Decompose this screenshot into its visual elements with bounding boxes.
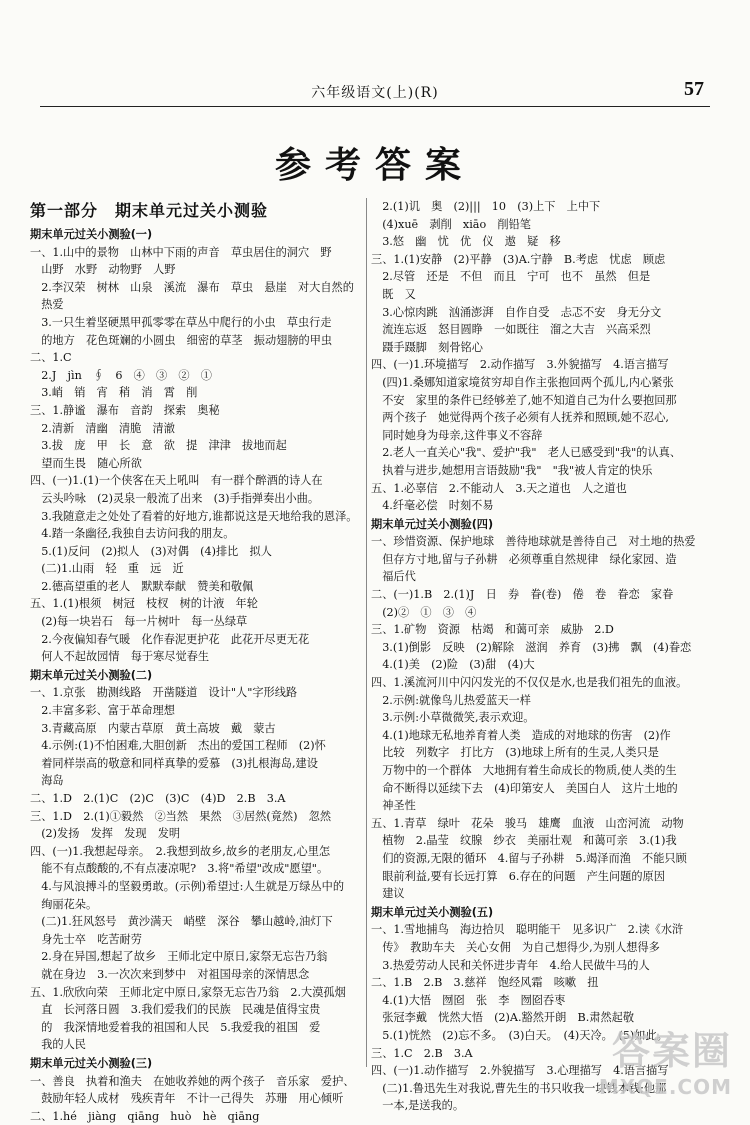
- answer-line: 四、(一)1.动作描写 2.外貌描写 3.心理描写 4.语言描写: [371, 1064, 669, 1078]
- answer-line: 四、(一)1.环境描写 2.动作描写 3.外貌描写 4.语言描写: [371, 358, 669, 372]
- answer-line: 4.(1)地球无私地养育着人类 造成的对地球的伤害 (2)作: [371, 728, 671, 742]
- section-heading: 期末单元过关小测验(五): [371, 905, 494, 919]
- answer-line: 张冠李戴 恍然大悟 (2)A.豁然开朗 B.肃然起敬: [371, 1011, 635, 1025]
- answer-line: 一本,是送我的。: [371, 1099, 465, 1113]
- column-divider: [366, 198, 367, 1067]
- answer-line: 4.(1)大悟 囫囵 张 李 囫囵吞枣: [371, 993, 566, 1007]
- answer-line: 3.示例:小草微微笑,表示欢迎。: [371, 711, 535, 725]
- answer-line: (二)1.狂风怒号 黄沙满天 峭壁 深谷 攀山越岭,油灯下: [30, 915, 333, 929]
- section-heading: 期末单元过关小测验(一): [30, 228, 153, 241]
- answer-line: 三、1.C 2.B 3.A: [371, 1046, 473, 1060]
- answer-line: (2)② ① ③ ④: [371, 605, 477, 619]
- answer-line: 3.青藏高原 内蒙古草原 黄土高坡 戴 蒙古: [30, 721, 276, 735]
- left-answer-lines: [30, 226, 366, 1125]
- answer-line: 一、善良 执着和渔夫 在她收养她的两个孩子 音乐家 爱护、: [30, 1074, 355, 1088]
- answer-line: 二、1.D 2.(1)C (2)C (3)C (4)D 2.B 3.A: [30, 792, 286, 805]
- watermark-url: MXQE.COM: [598, 1075, 732, 1099]
- answer-line: (四)1.桑娜知道家境贫穷却自作主张抱回两个孤儿,内心紧张: [371, 375, 674, 389]
- answer-line: 三、1.(1)安静 (2)平静 (3)A.宁静 B.考虑 忧虑 顾虑: [371, 252, 666, 266]
- answer-line: 五、1.青草 绿叶 花朵 骏马 雄鹰 血液 山峦河流 动物: [371, 816, 684, 830]
- answer-line: 植物 2.晶莹 纹腺 纱衣 美丽壮观 和蔼可亲 3.(1)我: [371, 834, 677, 848]
- answer-line: 3.拔 庞 甲 长 意 欲 提 津津 拔地而起: [30, 439, 287, 453]
- main-title: 参考答案: [274, 145, 475, 186]
- answer-line: 就在身边 3.一次次来到梦中 对祖国母亲的深情思念: [30, 967, 310, 981]
- answer-line: 三、1.D 2.(1)①毅然 ②当然 果然 ③居然(竟然) 忽然: [30, 809, 332, 823]
- answer-line: 2.尽管 还是 不但 而且 宁可 也不 虽然 但是: [371, 270, 651, 284]
- answer-line: 的地方 花色斑斓的小圆虫 细密的草茎 振动翅膀的甲虫: [30, 333, 333, 347]
- answer-line: 3.心惊肉跳 汹涌澎湃 自作自受 忐忑不安 身无分文: [371, 305, 662, 319]
- answer-line: 三、1.矿物 资源 枯竭 和蔼可亲 威胁 2.D: [371, 623, 614, 637]
- answer-line: 5.(1)恍然 (2)忘不多。 (3)白天。 (4)天冷。 (5)如此。: [371, 1028, 668, 1042]
- answer-line: 传》 教助车夫 关心女佣 为自己想得少,为别人想得多: [371, 940, 660, 954]
- answer-line: 着同样崇高的敬意和同样真挚的爱慕 (3)扎根海岛,建设: [30, 756, 318, 770]
- watermark-logo: 答案圈: [611, 1029, 732, 1073]
- part-title: 第一部分 期末单元过关小测验: [30, 201, 269, 220]
- answer-line: 海岛: [30, 774, 64, 788]
- answer-line: 绚丽花朵。: [30, 897, 98, 911]
- answer-line: 身先士卒 吃苦耐劳: [30, 932, 142, 946]
- answer-line: 我的人民: [30, 1038, 86, 1052]
- answer-line: 鼓励年轻人成材 残疾青年 不计一己得失 苏珊 用心倾听: [30, 1092, 344, 1106]
- answer-line: 命不断得以延续下去 (4)印第安人 美国白人 这片土地的: [371, 781, 678, 795]
- section-heading: 期末单元过关小测验(四): [371, 517, 494, 531]
- answer-line: 4.示例:(1)不怕困难,大胆创新 杰出的爱国工程师 (2)怀: [30, 739, 326, 753]
- answer-line: 5.(1)反问 (2)拟人 (3)对偶 (4)排比 拟人: [30, 544, 272, 558]
- answer-line: (二)1.鲁迅先生对我说,曹先生的书只收我一块钱本钱;他那: [371, 1081, 667, 1095]
- answer-line: 3.(1)倒影 反映 (2)解除 滋润 养育 (3)拂 飘 (4)眷恋: [371, 640, 692, 654]
- answer-line: 二、(一)1.B 2.(1)J 日 券 眷(卷) 倦 卷 眷恋 家眷: [371, 588, 674, 602]
- answer-line: 何人不起故园情 每于寒尽觉春生: [30, 650, 210, 664]
- answer-line: 三、1.静谧 瀑布 音韵 探索 奥秘: [30, 403, 220, 417]
- answer-line: 一、1.山中的景物 山林中下雨的声音 草虫居住的洞穴 野: [30, 245, 332, 259]
- answer-line: 五、1.欣欣向荣 王师北定中原日,家祭无忘告乃翁 2.大漠孤烟: [30, 985, 346, 999]
- answer-line: 直 长河落日圆 3.我们爱我们的民族 民魂是值得宝贵: [30, 1003, 321, 1017]
- answer-line: (2)发扬 发挥 发现 发明: [30, 827, 181, 841]
- answer-line: 能不有点酸酸的,不有点凄凉呢? 3.将"希望"改成"愿望"。: [30, 862, 329, 876]
- answer-line: 执着与进步,她想用言语鼓励"我" "我"被人肯定的快乐: [371, 463, 653, 477]
- answer-line: 二、1.hé jiàng qiāng huò hè qiāng: [30, 1109, 260, 1123]
- answer-line: 一、1.京张 勘测线路 开凿隧道 设计"人"字形线路: [30, 686, 298, 700]
- watermark: [599, 1020, 732, 1099]
- answer-line: 蹑手蹑脚 刻骨铭心: [371, 340, 483, 354]
- section-heading: 期末单元过关小测验(二): [30, 668, 153, 682]
- answer-line: 2.德高望重的老人 默默奉献 赞美和敬佩: [30, 579, 254, 593]
- answer-line: 眼前利益,要有长远打算 6.存在的问题 产生问题的原因: [371, 869, 665, 883]
- answer-line: 2.老人一直关心"我"、爱护"我" 老人已感受到"我"的认真、: [371, 446, 682, 460]
- answer-line: 一、1.雪地捕鸟 海边拾贝 聪明能干 见多识广 2.读《水浒: [371, 923, 684, 937]
- answer-line: (二)1.山雨 轻 重 远 近: [30, 562, 184, 576]
- left-column: [30, 198, 366, 1123]
- answer-line: 3.一只生着坚硬黑甲孤零零在草丛中爬行的小虫 草虫行走: [30, 315, 332, 329]
- answer-line: 山野 水野 动物野 人野: [30, 263, 176, 277]
- answer-line: 两个孩子 她觉得两个孩子必须有人抚养和照顾,她不忍心,: [371, 411, 669, 425]
- answer-line: 神圣性: [371, 799, 416, 813]
- answer-line: 2.J jìn ∮ 6 ④ ③ ② ①: [30, 368, 212, 382]
- right-answer-lines: [371, 198, 721, 1115]
- answer-line: 一、珍惜资源、保护地球 善待地球就是善待自己 对土地的热爱: [371, 535, 696, 549]
- answer-line: 望而生畏 随心所欲: [30, 456, 142, 470]
- answer-line: 4.(1)美 (2)险 (3)甜 (4)大: [371, 658, 535, 672]
- answer-line: 2.身在异国,想起了故乡 王师北定中原日,家祭无忘告乃翁: [30, 950, 328, 964]
- header-title: 六年级语文(上)(R): [311, 85, 439, 101]
- answer-line: 2.李汉荣 树林 山泉 溪流 瀑布 草虫 悬崖 对大自然的: [30, 280, 354, 294]
- page-number: 57: [684, 78, 704, 100]
- answer-line: 4.踏一条幽径,我独自去访问我的朋友。: [30, 527, 235, 541]
- answer-line: 四、(一)1.我想起母亲。 2.我想到故乡,故乡的老朋友,心里怎: [30, 844, 331, 858]
- answer-line: 4.与风浪搏斗的坚毅勇敢。(示例)希望过:人生就是万绿丛中的: [30, 879, 345, 893]
- answer-line: 的 我深情地爱着我的祖国和人民 5.我爱我的祖国 爱: [30, 1020, 321, 1034]
- answer-line: 二、1.B 2.B 3.慈祥 饱经风霜 咳嗽 扭: [371, 976, 599, 990]
- answer-line: 五、1.必辜信 2.不能动人 3.天之道也 人之道也: [371, 481, 627, 495]
- answer-line: 不安 家里的条件已经够差了,她不知道自己为什么要抱回那: [371, 393, 677, 407]
- answer-line: 比较 列数字 打比方 (3)地球上所有的生灵,人类只是: [371, 746, 659, 760]
- answer-line: 五、1.(1)根须 树冠 枝杈 树的计液 年轮: [30, 597, 258, 611]
- answer-line: 建议: [371, 887, 405, 901]
- answer-line: 们的资源,无限的循环 4.留与子孙耕 5.竭泽而渔 不能只顾: [371, 851, 687, 865]
- answer-line: 4.纤毫必偿 时刻不易: [371, 499, 494, 513]
- answer-line: 云头吟咏 (2)灵泉一般流了出来 (3)手指弹奏出小曲。: [30, 491, 320, 505]
- answer-line: 万物中的一个群体 大地拥有着生命成长的物质,使人类的生: [371, 764, 677, 777]
- answer-line: 四、(一)1.(1)一个侠客在天上吼叫 有一群个醉酒的诗人在: [30, 474, 323, 488]
- answer-line: 3.峭 销 宵 稍 消 霄 削: [30, 386, 198, 400]
- answer-line: 2.丰富多彩、富于革命理想: [30, 704, 175, 718]
- answer-line: 3.热爱劳动人民和关怀进步青年 4.给人民做牛马的人: [371, 958, 650, 972]
- answer-line: 2.清新 清幽 清脆 清澈: [30, 421, 175, 435]
- answer-line: 四、1.溪流河川中闪闪发光的不仅仅是水,也是我们祖先的血液。: [371, 676, 688, 690]
- answer-line: 热爱: [30, 298, 64, 312]
- answer-line: 2.(1)讥 奥 (2)||| 10 (3)上下 上中下: [371, 200, 601, 213]
- answer-line: (2)每一块岩石 每一片树叶 每一丛绿草: [30, 615, 248, 629]
- answer-line: 2.示例:就像鸟儿热爱蓝天一样: [371, 693, 531, 707]
- answer-line: 既 又: [371, 287, 416, 301]
- answer-line: 3.我随意走之处处了看着的好地方,谁都说这是天地给我的恩泽。: [30, 509, 358, 523]
- page-header: [40, 80, 710, 107]
- answer-line: 2.今夜偏知春气暖 化作春泥更护花 此花开尽更无花: [30, 632, 310, 646]
- answer-line: 但存方寸地,留与子孙耕 必须尊重自然规律 绿化家园、造: [371, 552, 677, 566]
- section-heading: 期末单元过关小测验(三): [30, 1056, 153, 1070]
- answer-line: 同时她身为母亲,这件事义不容辞: [371, 428, 543, 442]
- answer-line: 福后代: [371, 570, 416, 584]
- answer-line: (4)xuē 剥削 xiāo 削铅笔: [371, 217, 531, 231]
- answer-line: 二、1.C: [30, 351, 72, 365]
- answer-line: 流连忘返 怒目圆睁 一如既往 溜之大吉 兴高采烈: [371, 323, 651, 337]
- answer-line: 3.悠 幽 忧 优 仪 遨 疑 移: [371, 235, 561, 249]
